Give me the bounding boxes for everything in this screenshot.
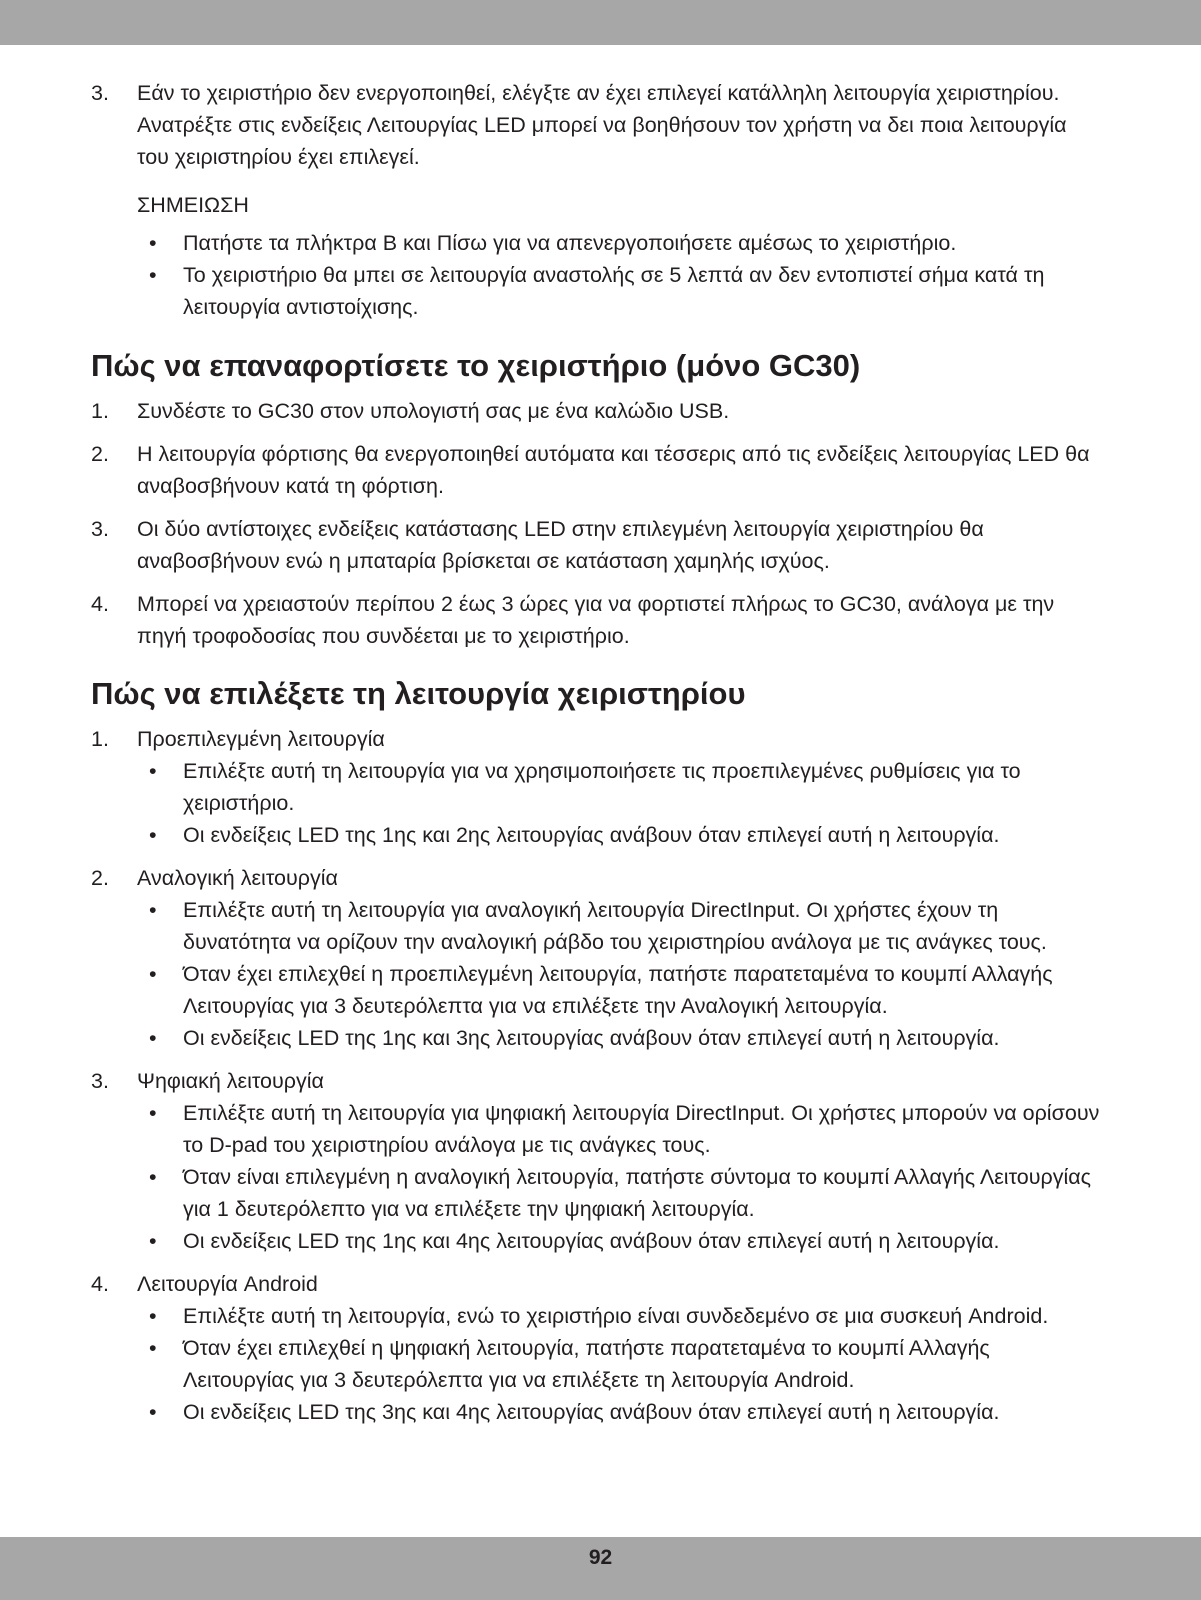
list-item [91, 438, 1101, 502]
note-bullet [91, 259, 1101, 323]
intro-item [91, 77, 1101, 173]
list-text: Εάν το χειριστήριο δεν ενεργοποιηθεί, ελέγξτε αν έχει επιλεγεί κατάλληλη λειτουργία χειριστηρίου. Ανατρέξτε στις ενδείξεις Λειτουργίας LED μπορεί να βοηθήσουν τον χρήστη να δει ποια λειτουργία του χειριστηρίου έχει επιλεγεί. [137, 81, 1067, 169]
mode-label: Αναλογική λειτουργία [137, 866, 338, 890]
list-item [91, 588, 1101, 652]
mode-bullet [91, 1097, 1101, 1161]
bullet-text: Όταν έχει επιλεχθεί η ψηφιακή λειτουργία, πατήστε παρατεταμένα το κουμπί Αλλαγής Λειτουργίας για 3 δευτερόλεπτα για να επιλέξετε τη λειτουργία Android. [183, 1336, 990, 1392]
list-text: Συνδέστε το GC30 στον υπολογιστή σας με ένα καλώδιο USB. [137, 399, 730, 423]
mode-bullet [91, 1332, 1101, 1396]
page-number: 92 [588, 1546, 613, 1569]
mode-item [91, 1065, 1101, 1097]
list-number: 3. [91, 517, 109, 541]
bullet-text: Οι ενδείξεις LED της 1ης και 4ης λειτουργίας ανάβουν όταν επιλεγεί αυτή η λειτουργία. [183, 1229, 1000, 1253]
list-text: Η λειτουργία φόρτισης θα ενεργοποιηθεί αυτόματα και τέσσερις από τις ενδείξεις λειτουργίας LED θα αναβοσβήνουν κατά τη φόρτιση. [137, 442, 1090, 498]
mode-label: Ψηφιακή λειτουργία [137, 1069, 324, 1093]
page-content [91, 77, 1101, 1428]
list-number: 4. [91, 1272, 109, 1296]
bullet-text: Επιλέξτε αυτή τη λειτουργία, ενώ το χειριστήριο είναι συνδεδεμένο σε μια συσκευή Android. [183, 1304, 1049, 1328]
mode-bullet [91, 1225, 1101, 1257]
list-number: 3. [91, 1069, 109, 1093]
note-label: ΣΗΜΕΙΩΣΗ [137, 193, 249, 217]
bullet-icon: • [149, 962, 157, 986]
bullet-icon: • [149, 1400, 157, 1424]
mode-item [91, 723, 1101, 755]
mode-bullet [91, 1022, 1101, 1054]
bullet-text: Όταν είναι επιλεγμένη η αναλογική λειτουργία, πατήστε σύντομα το κουμπί Αλλαγής Λειτουργίας για 1 δευτερόλεπτο για να επιλέξετε την ψηφιακή λειτουργία. [183, 1165, 1092, 1221]
bullet-icon: • [149, 1026, 157, 1050]
list-text: Οι δύο αντίστοιχες ενδείξεις κατάστασης LED στην επιλεγμένη λειτουργία χειριστηρίου θα αναβοσβήνουν ενώ η μπαταρία βρίσκεται σε κατάσταση χαμηλής ισχύος. [137, 517, 984, 573]
bullet-text: Οι ενδείξεις LED της 3ης και 4ης λειτουργίας ανάβουν όταν επιλεγεί αυτή η λειτουργία. [183, 1400, 1000, 1424]
bullet-icon: • [149, 1101, 157, 1125]
mode-item [91, 862, 1101, 894]
mode-bullet [91, 1300, 1101, 1332]
bullet-icon: • [149, 823, 157, 847]
note-bullet [91, 227, 1101, 259]
list-item [91, 513, 1101, 577]
bullet-icon: • [149, 1304, 157, 1328]
header-bar [0, 0, 1201, 45]
mode-bullet [91, 1396, 1101, 1428]
mode-bullet [91, 819, 1101, 851]
bullet-icon: • [149, 1229, 157, 1253]
bullet-text: Επιλέξτε αυτή τη λειτουργία για να χρησιμοποιήσετε τις προεπιλεγμένες ρυθμίσεις για το χειριστήριο. [183, 759, 1021, 815]
list-number: 1. [91, 727, 109, 751]
mode-bullet [91, 958, 1101, 1022]
mode-label: Λειτουργία Android [137, 1272, 318, 1296]
mode-bullet [91, 755, 1101, 819]
list-number: 1. [91, 399, 109, 423]
list-number: 2. [91, 866, 109, 890]
bullet-icon: • [149, 231, 157, 255]
bullet-icon: • [149, 1165, 157, 1189]
list-number: 2. [91, 442, 109, 466]
bullet-text: Πατήστε τα πλήκτρα B και Πίσω για να απενεργοποιήσετε αμέσως το χειριστήριο. [183, 231, 957, 255]
bullet-text: Επιλέξτε αυτή τη λειτουργία για αναλογική λειτουργία DirectInput. Οι χρήστες έχουν τη δυνατότητα να ορίζουν την αναλογική ράβδο του χειριστηρίου ανάλογα με τις ανάγκες τους. [183, 898, 1047, 954]
bullet-icon: • [149, 759, 157, 783]
bullet-icon: • [149, 263, 157, 287]
bullet-icon: • [149, 898, 157, 922]
bullet-text: Το χειριστήριο θα μπει σε λειτουργία αναστολής σε 5 λεπτά αν δεν εντοπιστεί σήμα κατά τη λειτουργία αντιστοίχισης. [183, 263, 1045, 319]
list-item [91, 395, 1101, 427]
list-number: 3. [91, 81, 109, 105]
bullet-text: Επιλέξτε αυτή τη λειτουργία για ψηφιακή λειτουργία DirectInput. Οι χρήστες μπορούν να ορίσουν το D-pad του χειριστηρίου ανάλογα με τις ανάγκες τους. [183, 1101, 1100, 1157]
mode-bullet [91, 1161, 1101, 1225]
bullet-text: Οι ενδείξεις LED της 1ης και 3ης λειτουργίας ανάβουν όταν επιλεγεί αυτή η λειτουργία. [183, 1026, 1000, 1050]
section-heading-recharge: Πώς να επαναφορτίσετε το χειριστήριο (μόνο GC30) [91, 348, 861, 383]
mode-label: Προεπιλεγμένη λειτουργία [137, 727, 385, 751]
list-number: 4. [91, 592, 109, 616]
bullet-text: Όταν έχει επιλεχθεί η προεπιλεγμένη λειτουργία, πατήστε παρατεταμένα το κουμπί Αλλαγής Λειτουργίας για 3 δευτερόλεπτα για να επιλέξετε την Αναλογική λειτουργία. [183, 962, 1053, 1018]
mode-bullet [91, 894, 1101, 958]
bullet-text: Οι ενδείξεις LED της 1ης και 2ης λειτουργίας ανάβουν όταν επιλεγεί αυτή η λειτουργία. [183, 823, 1000, 847]
section-heading-mode: Πώς να επιλέξετε τη λειτουργία χειριστηρίου [91, 676, 746, 711]
list-text: Μπορεί να χρειαστούν περίπου 2 έως 3 ώρες για να φορτιστεί πλήρως το GC30, ανάλογα με την πηγή τροφοδοσίας που συνδέεται με το χειριστήριο. [137, 592, 1055, 648]
mode-item [91, 1268, 1101, 1300]
bullet-icon: • [149, 1336, 157, 1360]
